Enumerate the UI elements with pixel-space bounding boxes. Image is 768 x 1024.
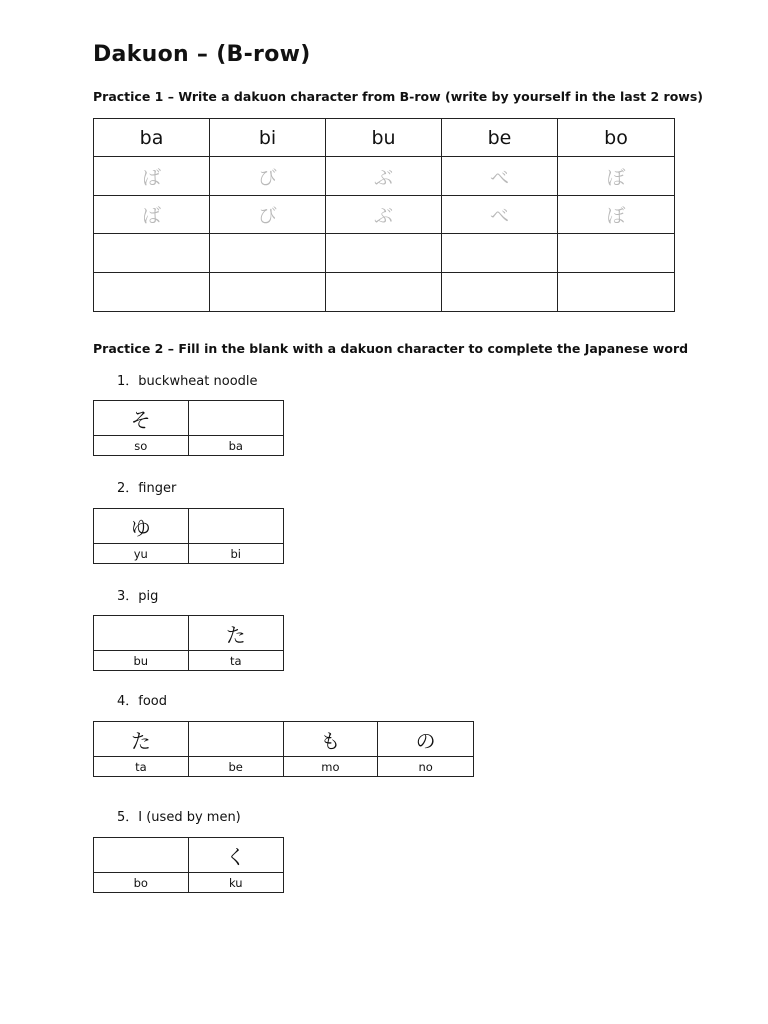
blank-writing-cell[interactable] bbox=[558, 273, 674, 311]
page-title: Dakuon – (B-row) bbox=[93, 42, 311, 67]
romaji-cell: no bbox=[418, 759, 433, 774]
trace-character: べ bbox=[442, 157, 558, 195]
column-header: bu bbox=[326, 119, 442, 157]
romaji-cell: be bbox=[189, 757, 284, 776]
trace-character: べ bbox=[442, 196, 558, 234]
romaji-cell: ku bbox=[228, 875, 243, 890]
practice2-heading: Practice 2 – Fill in the blank with a dakuon character to complete the Japanese word bbox=[93, 341, 689, 356]
word-table-finger bbox=[93, 508, 284, 564]
blank-writing-cell[interactable] bbox=[326, 273, 442, 311]
blank-writing-cell[interactable] bbox=[442, 234, 558, 272]
word-table-i-men bbox=[93, 837, 284, 893]
trace-character: ぶ bbox=[326, 157, 442, 195]
blank-writing-cell[interactable] bbox=[326, 234, 442, 272]
column-header: bi bbox=[210, 119, 326, 157]
question-label: 4．food bbox=[117, 694, 168, 709]
romaji-cell: bu bbox=[94, 651, 189, 670]
blank-kana-cell[interactable] bbox=[189, 722, 284, 757]
question-label: 5．I (used by men) bbox=[117, 810, 241, 825]
column-header: ba bbox=[94, 119, 210, 157]
romaji-cell: ta bbox=[229, 653, 242, 668]
trace-character: ぶ bbox=[326, 196, 442, 234]
column-header: be bbox=[442, 119, 558, 157]
romaji-cell: yu bbox=[94, 544, 189, 563]
romaji-cell: bo bbox=[94, 873, 189, 892]
romaji-cell: bi bbox=[230, 546, 241, 561]
practice1-grid bbox=[93, 118, 675, 312]
question-label: 1．buckwheat noodle bbox=[117, 374, 258, 389]
trace-character: ば bbox=[94, 196, 210, 234]
blank-writing-cell[interactable] bbox=[210, 234, 326, 272]
kana-cell: た bbox=[189, 616, 284, 651]
blank-kana-cell[interactable] bbox=[189, 509, 284, 544]
romaji-cell: ta bbox=[94, 757, 189, 776]
blank-writing-cell[interactable] bbox=[94, 273, 210, 311]
kana-cell: も bbox=[284, 722, 379, 757]
blank-writing-cell[interactable] bbox=[210, 273, 326, 311]
blank-kana-cell[interactable] bbox=[94, 838, 189, 873]
question-label: 3．pig bbox=[117, 589, 159, 604]
word-table-buckwheat-noodle bbox=[93, 400, 284, 456]
trace-character: ば bbox=[94, 157, 210, 195]
trace-character: ぼ bbox=[558, 196, 674, 234]
blank-kana-cell[interactable] bbox=[189, 401, 284, 436]
practice1-heading: Practice 1 – Write a dakuon character from B-row (write by yourself in the last 2 rows) bbox=[93, 89, 704, 104]
blank-kana-cell[interactable] bbox=[94, 616, 189, 651]
romaji-cell: ba bbox=[228, 438, 243, 453]
kana-cell: ゆ bbox=[94, 509, 189, 544]
question-label: 2．finger bbox=[117, 481, 177, 496]
word-table-pig bbox=[93, 615, 284, 671]
trace-character: び bbox=[210, 157, 326, 195]
kana-cell: の bbox=[378, 722, 473, 757]
trace-character: ぼ bbox=[558, 157, 674, 195]
blank-writing-cell[interactable] bbox=[442, 273, 558, 311]
kana-cell: く bbox=[189, 838, 284, 873]
word-table-food bbox=[93, 721, 474, 777]
column-header: bo bbox=[558, 119, 674, 157]
romaji-cell: so bbox=[94, 436, 189, 455]
kana-cell: そ bbox=[94, 401, 189, 436]
blank-writing-cell[interactable] bbox=[558, 234, 674, 272]
blank-writing-cell[interactable] bbox=[94, 234, 210, 272]
romaji-cell: mo bbox=[284, 757, 379, 776]
kana-cell: た bbox=[94, 722, 189, 757]
trace-character: び bbox=[210, 196, 326, 234]
